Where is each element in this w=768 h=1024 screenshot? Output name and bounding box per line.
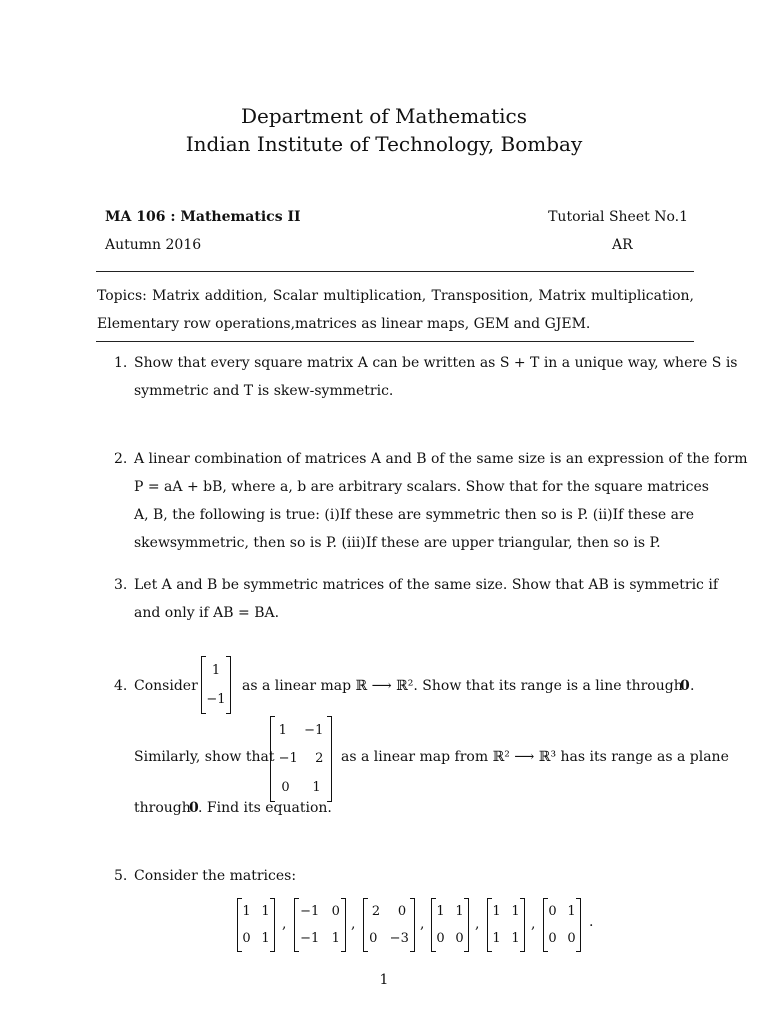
matrix-cell: 1 — [567, 904, 576, 919]
question-line: and only if AB = BA. — [134, 605, 280, 621]
comma: , — [351, 916, 356, 932]
institute-title: Indian Institute of Technology, Bombay — [185, 132, 583, 156]
matrix-cell: 1 — [511, 904, 520, 919]
topics-text: Topics: Matrix addition, Scalar multiplication, Transposition, Matrix multiplication, Elementary row operations,matrices as linear maps, GEM and GJEM. — [97, 288, 694, 332]
matrix-cell: −1 — [300, 931, 320, 946]
matrix-cell: 1 — [511, 931, 520, 946]
matrix-cell: 1 — [492, 904, 501, 919]
matrix-cell: 1 — [211, 663, 221, 678]
period: . — [589, 914, 594, 930]
matrix-cell: 0 — [548, 931, 557, 946]
matrix-cell: 0 — [242, 931, 251, 946]
matrix-cell: −1 — [300, 904, 320, 919]
term-label: Autumn 2016 — [105, 237, 202, 253]
matrix-cell: 1 — [312, 780, 321, 796]
question-number: 4. — [114, 678, 128, 694]
matrix-cell: 0 — [397, 904, 407, 919]
comma: , — [475, 916, 480, 932]
sheet-number: Tutorial Sheet No.1 — [548, 209, 688, 225]
matrix-cell: 1 — [261, 931, 270, 946]
comma: , — [531, 916, 536, 932]
matrix-cell: 1 — [455, 904, 464, 919]
matrix-2x2 — [294, 898, 346, 952]
matrix-cell: 2 — [315, 751, 324, 767]
matrix-cell: 0 — [281, 780, 290, 796]
matrix-cell: 1 — [261, 904, 270, 919]
matrix-cell: 0 — [567, 931, 576, 946]
zero-vector: 0 — [680, 678, 690, 694]
matrix-cell: −3 — [389, 931, 409, 946]
question-text: as a linear map from ℝ² ⟶ ℝ³ has its range as a plane — [341, 749, 729, 765]
question-number: 5. — [114, 868, 128, 884]
question-number: 1. — [114, 355, 128, 371]
matrix-cell: 0 — [436, 931, 445, 946]
matrix-cell: 1 — [436, 904, 445, 919]
matrix-cell: 0 — [369, 931, 378, 946]
bottom-rule — [96, 341, 694, 342]
matrix-3x2 — [270, 716, 332, 802]
matrix-cell: −1 — [304, 722, 324, 738]
top-rule — [96, 271, 694, 272]
question-line: A, B, the following is true: (i)If these are symmetric then so is P. (ii)If these are — [134, 507, 694, 523]
matrix-2x2 — [431, 898, 469, 952]
matrix-cell: 1 — [278, 722, 287, 738]
comma: , — [420, 916, 425, 932]
course-code: MA 106 : Mathematics II — [105, 209, 301, 225]
question-text: as a linear map ℝ ⟶ ℝ². Show that its range is a line through — [242, 678, 683, 694]
similarly-label: Similarly, show that — [134, 749, 275, 765]
zero-vector: 0 — [189, 800, 199, 816]
question-line: skewsymmetric, then so is P. (iii)If these are upper triangular, then so is P. — [134, 535, 661, 551]
matrix-2x2 — [237, 898, 275, 952]
consider-label: Consider — [134, 678, 198, 694]
matrix-cell: 1 — [492, 931, 501, 946]
through-label: through — [134, 800, 191, 816]
matrix-cell: −1 — [206, 692, 226, 707]
question-line: Show that every square matrix A can be written as S + T in a unique way, where S is — [134, 355, 738, 371]
matrix-cell: 0 — [331, 904, 340, 919]
question-line: Consider the matrices: — [134, 868, 297, 884]
matrix-cell: 0 — [455, 931, 464, 946]
page-number: 1 — [379, 972, 389, 988]
question-line: P = aA + bB, where a, b are arbitrary scalars. Show that for the square matrices — [134, 479, 709, 495]
department-title: Department of Mathematics — [240, 104, 527, 128]
question-line: symmetric and T is skew-symmetric. — [134, 383, 394, 399]
question-text: . Find its equation. — [198, 800, 332, 816]
matrix-2x2 — [543, 898, 581, 952]
comma: , — [282, 916, 287, 932]
matrix-cell: 1 — [331, 931, 340, 946]
author-initials: AR — [612, 237, 633, 253]
period: . — [690, 678, 695, 694]
matrix-cell: −1 — [278, 751, 298, 767]
question-number: 3. — [114, 577, 128, 593]
question-line: Let A and B be symmetric matrices of the same size. Show that AB is symmetric if — [134, 577, 719, 593]
question-number: 2. — [114, 451, 128, 467]
matrix-2x2 — [487, 898, 525, 952]
matrix-cell: 0 — [548, 904, 557, 919]
matrix-cell: 1 — [242, 904, 251, 919]
matrix-2x2 — [363, 898, 415, 952]
matrix-cell: 2 — [371, 904, 381, 919]
matrix-column-vector — [201, 656, 231, 714]
question-line: A linear combination of matrices A and B of the same size is an expression of the form — [134, 451, 748, 467]
